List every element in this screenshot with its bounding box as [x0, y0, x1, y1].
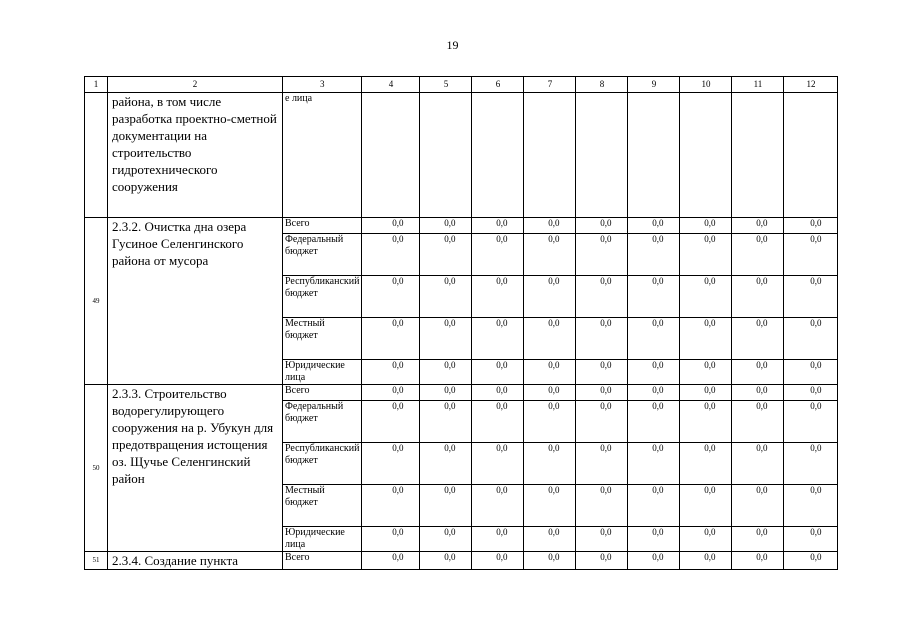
column-number: 11 [732, 77, 784, 93]
value-cell: 0,0 [420, 276, 472, 318]
budget-row [85, 552, 838, 570]
funding-source: Местный бюджет [283, 485, 362, 527]
column-number: 9 [628, 77, 680, 93]
value-cell: 0,0 [784, 234, 838, 276]
value-cell: 0,0 [628, 385, 680, 401]
value-cell: 0,0 [628, 218, 680, 234]
value-cell: 0,0 [628, 552, 680, 570]
value-cell: 0,0 [472, 318, 524, 360]
value-cell: 0,0 [576, 385, 628, 401]
value-cell: 0,0 [680, 485, 732, 527]
value-cell: 0,0 [472, 276, 524, 318]
value-cell: 0,0 [628, 443, 680, 485]
value-cell: 0,0 [524, 276, 576, 318]
value-cell: 0,0 [362, 318, 420, 360]
column-number: 7 [524, 77, 576, 93]
value-cell: 0,0 [784, 401, 838, 443]
value-cell: 0,0 [524, 385, 576, 401]
value-cell: 0,0 [362, 527, 420, 552]
column-number: 1 [85, 77, 108, 93]
funding-source: Федеральный бюджет [283, 234, 362, 276]
value-cell: 0,0 [732, 385, 784, 401]
measure-title: 2.3.3. Строительство водорегулирующего сооружения на р. Убукун для предотвращения истощения оз. Щучье Селенгинский район [108, 385, 283, 552]
value-cell: 0,0 [732, 318, 784, 360]
value-cell: 0,0 [524, 527, 576, 552]
value-cell: 0,0 [472, 485, 524, 527]
value-cell [362, 93, 420, 218]
value-cell: 0,0 [362, 234, 420, 276]
value-cell: 0,0 [680, 443, 732, 485]
value-cell: 0,0 [784, 218, 838, 234]
funding-source: е лица [283, 93, 362, 218]
funding-source: Юридические лица [283, 360, 362, 385]
value-cell: 0,0 [784, 276, 838, 318]
value-cell: 0,0 [784, 318, 838, 360]
funding-source: Федеральный бюджет [283, 401, 362, 443]
column-number: 6 [472, 77, 524, 93]
value-cell: 0,0 [362, 218, 420, 234]
value-cell: 0,0 [576, 485, 628, 527]
funding-source: Всего [283, 218, 362, 234]
value-cell: 0,0 [680, 527, 732, 552]
value-cell: 0,0 [628, 360, 680, 385]
funding-source: Всего [283, 552, 362, 570]
value-cell: 0,0 [732, 360, 784, 385]
value-cell: 0,0 [732, 527, 784, 552]
value-cell: 0,0 [472, 218, 524, 234]
column-number: 8 [576, 77, 628, 93]
value-cell [576, 93, 628, 218]
value-cell: 0,0 [680, 218, 732, 234]
value-cell: 0,0 [784, 385, 838, 401]
value-cell: 0,0 [628, 485, 680, 527]
column-number: 3 [283, 77, 362, 93]
value-cell [524, 93, 576, 218]
value-cell: 0,0 [732, 276, 784, 318]
value-cell: 0,0 [628, 527, 680, 552]
value-cell: 0,0 [680, 318, 732, 360]
value-cell: 0,0 [680, 276, 732, 318]
value-cell: 0,0 [576, 527, 628, 552]
value-cell [680, 93, 732, 218]
value-cell: 0,0 [784, 360, 838, 385]
value-cell: 0,0 [472, 527, 524, 552]
budget-table [84, 76, 838, 570]
value-cell: 0,0 [362, 401, 420, 443]
value-cell: 0,0 [362, 360, 420, 385]
continuation-row [85, 93, 838, 218]
value-cell: 0,0 [628, 401, 680, 443]
value-cell: 0,0 [420, 401, 472, 443]
value-cell: 0,0 [784, 485, 838, 527]
funding-source: Юридические лица [283, 527, 362, 552]
value-cell: 0,0 [732, 485, 784, 527]
value-cell: 0,0 [576, 218, 628, 234]
value-cell: 0,0 [362, 485, 420, 527]
value-cell: 0,0 [362, 552, 420, 570]
value-cell: 0,0 [420, 385, 472, 401]
budget-row [85, 385, 838, 401]
value-cell: 0,0 [472, 360, 524, 385]
value-cell: 0,0 [576, 276, 628, 318]
column-number-row [85, 77, 838, 93]
value-cell: 0,0 [628, 234, 680, 276]
value-cell: 0,0 [472, 552, 524, 570]
value-cell: 0,0 [524, 485, 576, 527]
value-cell: 0,0 [576, 401, 628, 443]
funding-source: Республиканский бюджет [283, 443, 362, 485]
value-cell: 0,0 [680, 385, 732, 401]
value-cell: 0,0 [420, 552, 472, 570]
row-number: 49 [85, 218, 108, 385]
value-cell: 0,0 [732, 234, 784, 276]
column-number: 12 [784, 77, 838, 93]
measure-title: 2.3.2. Очистка дна озера Гусиное Селенгинского района от мусора [108, 218, 283, 385]
value-cell: 0,0 [524, 234, 576, 276]
value-cell [784, 93, 838, 218]
value-cell [420, 93, 472, 218]
column-number: 10 [680, 77, 732, 93]
value-cell: 0,0 [628, 318, 680, 360]
value-cell: 0,0 [524, 443, 576, 485]
value-cell: 0,0 [576, 443, 628, 485]
value-cell: 0,0 [420, 443, 472, 485]
value-cell: 0,0 [680, 552, 732, 570]
budget-row [85, 218, 838, 234]
column-number: 5 [420, 77, 472, 93]
measure-title: 2.3.4. Создание пункта [108, 552, 283, 570]
value-cell: 0,0 [420, 218, 472, 234]
row-number [85, 93, 108, 218]
value-cell: 0,0 [576, 552, 628, 570]
value-cell: 0,0 [472, 385, 524, 401]
value-cell: 0,0 [680, 360, 732, 385]
value-cell: 0,0 [362, 443, 420, 485]
value-cell [732, 93, 784, 218]
value-cell: 0,0 [628, 276, 680, 318]
value-cell: 0,0 [524, 318, 576, 360]
funding-source: Республиканский бюджет [283, 276, 362, 318]
value-cell [472, 93, 524, 218]
value-cell: 0,0 [472, 401, 524, 443]
value-cell: 0,0 [524, 218, 576, 234]
value-cell: 0,0 [680, 234, 732, 276]
value-cell: 0,0 [576, 234, 628, 276]
value-cell: 0,0 [784, 443, 838, 485]
column-number: 2 [108, 77, 283, 93]
value-cell: 0,0 [784, 527, 838, 552]
value-cell: 0,0 [784, 552, 838, 570]
value-cell: 0,0 [732, 401, 784, 443]
value-cell: 0,0 [362, 276, 420, 318]
value-cell: 0,0 [420, 485, 472, 527]
value-cell: 0,0 [524, 360, 576, 385]
row-number: 50 [85, 385, 108, 552]
measure-title: района, в том числе разработка проектно-сметной документации на строительство гидротехнического сооружения [108, 93, 283, 218]
funding-source: Всего [283, 385, 362, 401]
value-cell: 0,0 [576, 318, 628, 360]
value-cell [628, 93, 680, 218]
value-cell: 0,0 [472, 234, 524, 276]
page-number: 19 [446, 38, 459, 52]
value-cell: 0,0 [362, 385, 420, 401]
funding-source: Местный бюджет [283, 318, 362, 360]
value-cell: 0,0 [420, 360, 472, 385]
value-cell: 0,0 [472, 443, 524, 485]
value-cell: 0,0 [576, 360, 628, 385]
value-cell: 0,0 [732, 218, 784, 234]
value-cell: 0,0 [420, 234, 472, 276]
value-cell: 0,0 [420, 527, 472, 552]
row-number: 51 [85, 552, 108, 570]
value-cell: 0,0 [732, 443, 784, 485]
value-cell: 0,0 [524, 552, 576, 570]
value-cell: 0,0 [732, 552, 784, 570]
value-cell: 0,0 [680, 401, 732, 443]
value-cell: 0,0 [420, 318, 472, 360]
column-number: 4 [362, 77, 420, 93]
value-cell: 0,0 [524, 401, 576, 443]
